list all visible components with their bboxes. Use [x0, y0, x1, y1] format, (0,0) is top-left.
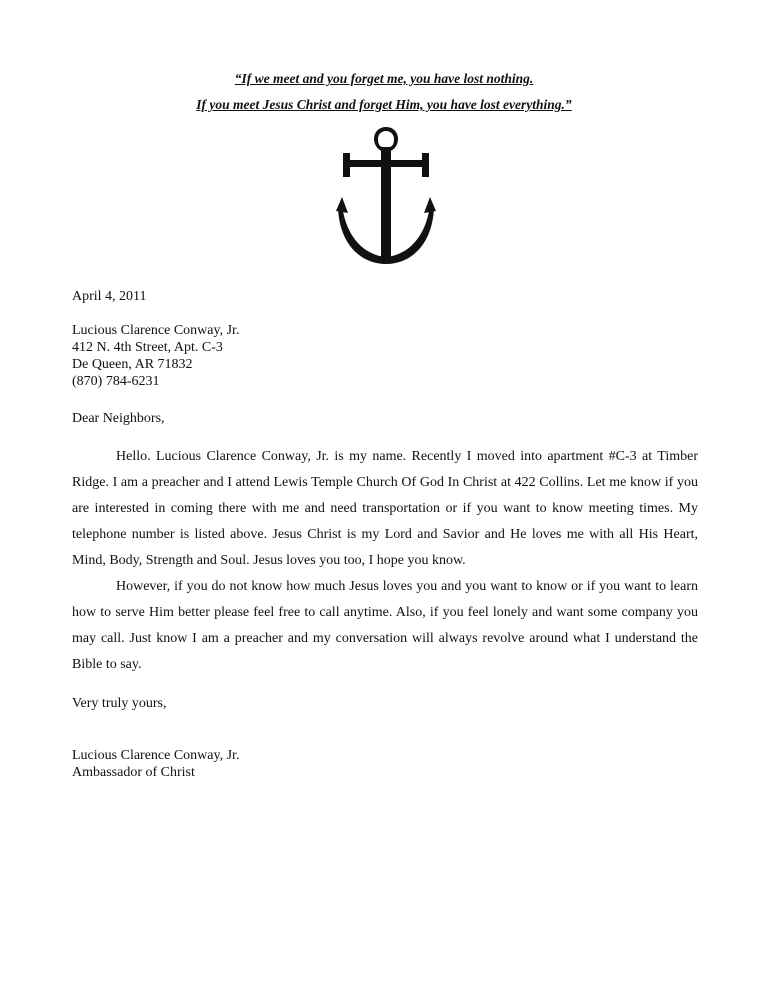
body-paragraph-1: Hello. Lucious Clarence Conway, Jr. is my name. Recently I moved into apartment #C-3 at Timber Ridge. I am a preacher and I attend Lewis Temple Church Of God In Christ at 422 Collins. Let me know if you are interested in coming there with me and need transportation or if you want to know meeting times. My telephone number is listed above. Jesus Christ is my Lord and Savior and He loves me with all His Heart, Mind, Body, Strength and Soul. Jesus loves you too, I hope you know. — [72, 449, 698, 568]
sender-city: De Queen, AR 71832 — [72, 357, 193, 372]
salutation: Dear Neighbors, — [72, 411, 165, 426]
sender-phone: (870) 784-6231 — [72, 374, 160, 389]
sender-address — [72, 322, 239, 390]
signature-title: Ambassador of Christ — [72, 765, 195, 780]
letter-body — [72, 444, 698, 678]
signature-block — [72, 747, 239, 781]
quote-line-1: “If we meet and you forget me, you have lost nothing. — [234, 71, 534, 86]
quote-line-2: If you meet Jesus Christ and forget Him, you have lost everything.” — [196, 97, 572, 112]
letter-date: April 4, 2011 — [72, 289, 147, 304]
sender-street: 412 N. 4th Street, Apt. C-3 — [72, 340, 223, 355]
signature-name: Lucious Clarence Conway, Jr. — [72, 748, 240, 763]
anchor-icon — [336, 125, 436, 265]
body-paragraph-2: However, if you do not know how much Jesus loves you and you want to know or if you want to learn how to serve Him better please feel free to call anytime. Also, if you feel lonely and want some company you may call. Just know I am a preacher and my conversation will always revolve around what I understand the Bible to say. — [72, 579, 698, 672]
closing: Very truly yours, — [72, 696, 167, 711]
sender-name: Lucious Clarence Conway, Jr. — [72, 323, 240, 338]
